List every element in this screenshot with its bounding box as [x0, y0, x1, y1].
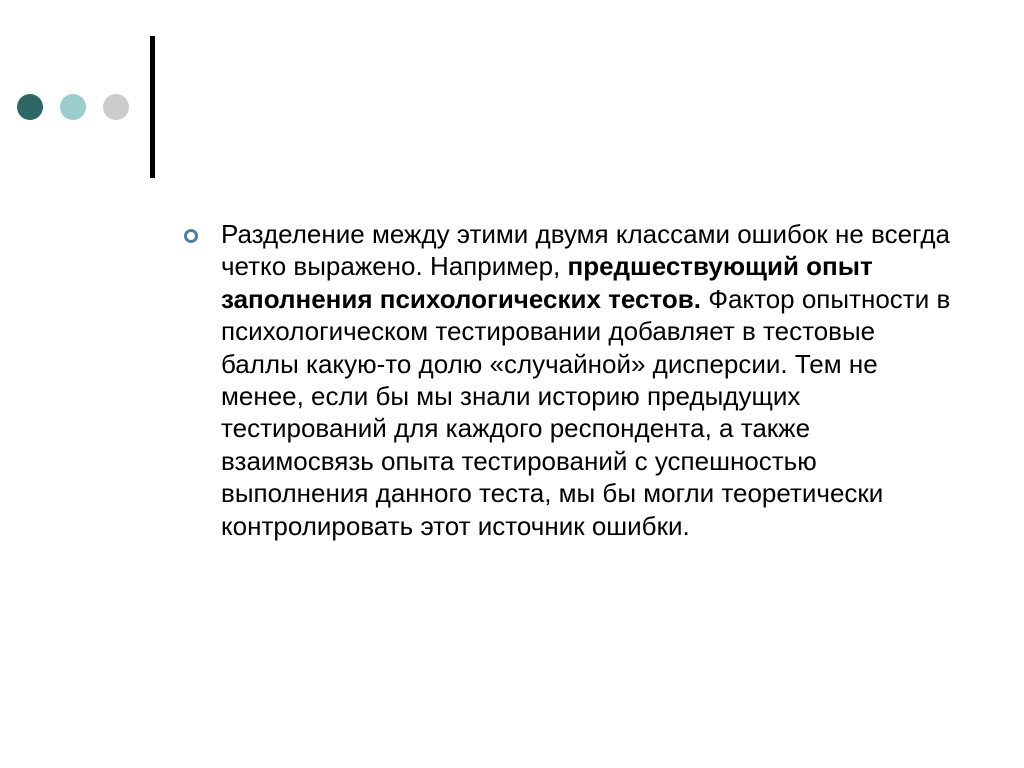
decorative-dot-gray	[103, 94, 129, 120]
bullet-text-part2: Фактор опытности в психологическом тестировании добавляет в тестовые баллы какую-то долю «случайной» дисперсии. Тем не менее, если бы мы знали историю предыдущих тестирований для каждого респондента, а также взаимосвязь опыта тестирований с успешностью выполнения данного теста, мы бы могли теоретически контролировать этот источник ошибки.	[221, 283, 951, 541]
decorative-dot-light	[60, 94, 86, 120]
bullet-ring-icon	[184, 229, 198, 243]
decorative-vertical-bar	[150, 36, 155, 178]
bullet-text	[221, 218, 951, 542]
bullet-text-bold: предшествующий опыт заполнения психологических тестов.	[221, 251, 873, 314]
bullet-text-part1: Разделение между этими двумя классами ошибок не всегда четко выражено. Например,	[221, 219, 950, 282]
decorative-dot-dark	[17, 94, 43, 120]
